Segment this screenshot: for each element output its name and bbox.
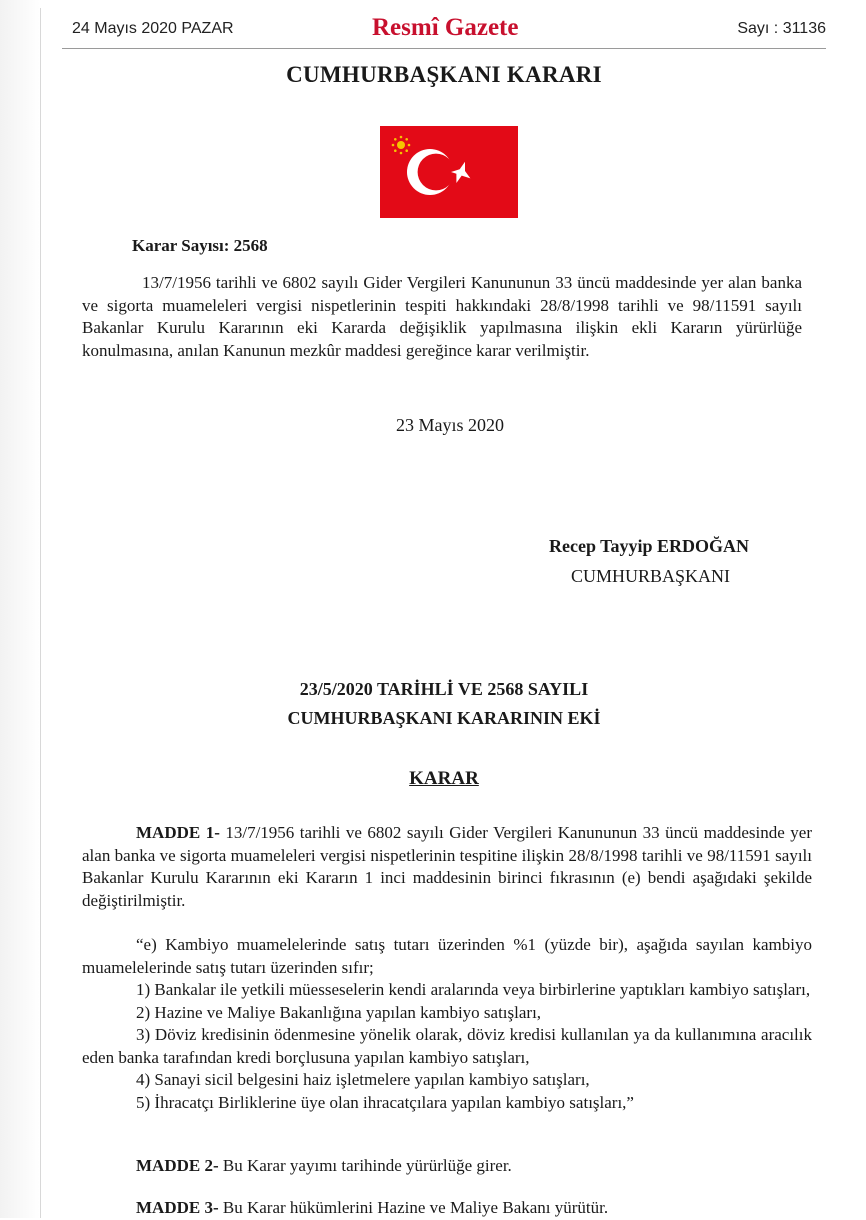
article-2-paragraph: [82, 1155, 812, 1178]
signer-name: Recep Tayyip ERDOĞAN: [549, 536, 750, 556]
article-3-lead: MADDE 3-: [136, 1198, 219, 1217]
amendment-item-1: 1) Bankalar ile yetkili müesseselerin kendi aralarında veya birbirlerine yaptıkları kambiyo satışları,: [136, 980, 811, 999]
gazette-title: Resmî Gazete: [372, 14, 519, 41]
turkish-flag-icon: [380, 126, 518, 218]
issue-date: 24 Mayıs 2020 PAZAR: [72, 20, 234, 37]
decision-intro: [82, 272, 802, 362]
amendment-clause-e: “e) Kambiyo muamelelerinde satış tutarı üzerinden %1 (yüzde bir), aşağıda sayılan kambiyo muamelelerinde satış tutarı üzerinden sıfır;: [82, 935, 812, 977]
article-3: [82, 1197, 812, 1220]
annex-title-line-1: 23/5/2020 TARİHLİ VE 2568 SAYILI: [299, 679, 589, 699]
issue-number: Sayı : 31136: [737, 20, 826, 37]
annex-title-line-2: CUMHURBAŞKANI KARARININ EKİ: [287, 708, 601, 728]
signer-title: CUMHURBAŞKANI: [571, 566, 731, 586]
article-1: [82, 822, 812, 912]
article-3-paragraph: [82, 1197, 812, 1220]
intro-paragraph: 13/7/1956 tarihli ve 6802 sayılı Gider Vergileri Kanununun 33 üncü maddesinde yer alan banka ve sigorta muameleleri vergisi nispetlerinin tespiti hakkındaki 28/8/1998 tarihli ve 98/11591 sayılı Bakanlar Kurulu Kararının eki Kararda değişiklik yapılmasına ilişkin ekli Kararın yürürlüğe konulmasına, anılan Kanunun mezkûr maddesi gereğince karar verilmiştir.: [82, 273, 802, 360]
gazette-header: [72, 14, 826, 48]
article-2-lead: MADDE 2-: [136, 1156, 219, 1175]
page-edge-shadow: [0, 0, 40, 1218]
amendment-item-3: 3) Döviz kredisinin ödenmesine yönelik olarak, döviz kredisi kullanılan ya da kullanımına aracılık eden banka tarafından kredi borçlusuna yapılan kambiyo satışları,: [82, 1025, 812, 1067]
decision-number: Karar Sayısı: 2568: [132, 236, 268, 255]
amendment-item-4: 4) Sanayi sicil belgesini haiz işletmelere yapılan kambiyo satışları,: [136, 1070, 590, 1089]
header-divider: [62, 48, 826, 49]
article-3-text: Bu Karar hükümlerini Hazine ve Maliye Bakanı yürütür.: [218, 1198, 609, 1217]
karar-heading: KARAR: [409, 768, 479, 789]
article-1-paragraph: [82, 822, 812, 912]
document-heading: CUMHURBAŞKANI KARARI: [286, 62, 602, 87]
amendment-item-5: 5) İhracatçı Birliklerine üye olan ihracatçılara yapılan kambiyo satışları,”: [136, 1092, 634, 1112]
article-1-text: 13/7/1956 tarihli ve 6802 sayılı Gider Vergileri Kanununun 33 üncü maddesinde yer alan banka ve sigorta muameleleri vergisi nispetlerinin tespitine ilişkin 28/8/1998 tarihli ve 98/11591 sayılı Bakanlar Kurulu Kararının eki Kararın 1 inci maddesinin birinci fıkrasının (e) bendi aşağıdaki şekilde değiştirilmiştir.: [82, 823, 812, 910]
amendment-text: [82, 934, 812, 1114]
article-1-lead: MADDE 1-: [136, 823, 220, 842]
signature-date: 23 Mayıs 2020: [396, 415, 504, 435]
amendment-item-2: 2) Hazine ve Maliye Bakanlığına yapılan kambiyo satışları,: [136, 1002, 542, 1022]
article-2-text: Bu Karar yayımı tarihinde yürürlüğe girer.: [218, 1156, 512, 1175]
article-2: [82, 1155, 812, 1178]
